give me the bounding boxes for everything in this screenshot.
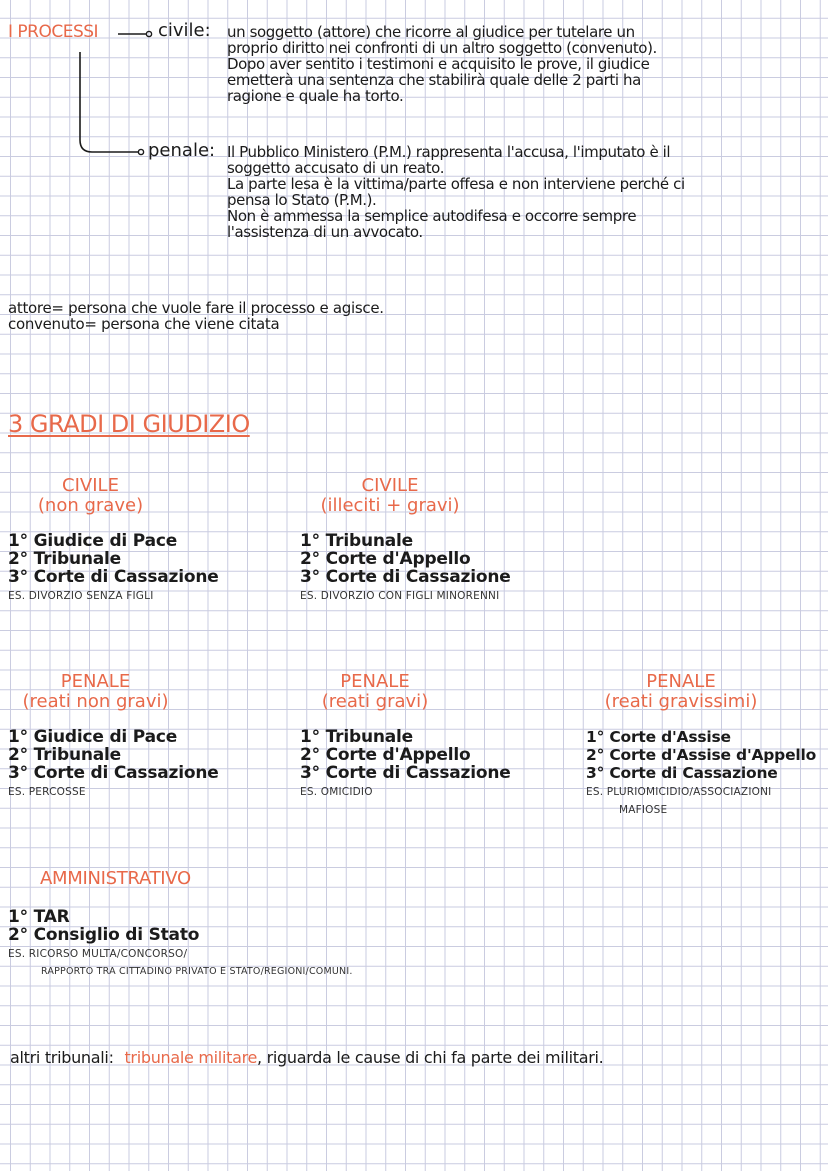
column-heading: [300, 476, 480, 516]
altri-tribunali-description: , riguarda le cause di chi fa parte dei militari.: [257, 1048, 604, 1067]
grade-item: 1° TAR: [8, 907, 70, 927]
altri-tribunali-line: [10, 1048, 603, 1067]
example-text: ES. DIVORZIO CON FIGLI MINORENNI: [300, 590, 500, 602]
example-text: ES. OMICIDIO: [300, 786, 373, 798]
grade-item: 3° Corte di Cassazione: [586, 764, 778, 782]
grade-item: 1° Corte d'Assise: [586, 728, 731, 746]
grade-item: 3° Corte di Cassazione: [300, 763, 511, 783]
grade-item: 2° Tribunale: [8, 745, 121, 765]
penale-line: l'assistenza di un avvocato.: [227, 223, 423, 241]
grades-list: [8, 908, 353, 944]
column-amministrativo: [8, 908, 353, 980]
example-text-continued: RAPPORTO TRA CITTADINO PRIVATO E STATO/REGIONI/COMUNI.: [41, 966, 353, 977]
heading-sublabel: (reati non gravi): [22, 691, 169, 712]
heading-label: PENALE: [60, 671, 131, 692]
grade-item: 2° Corte d'Appello: [300, 745, 471, 765]
heading-sublabel: (reati gravi): [321, 691, 429, 712]
grade-item: 1° Tribunale: [300, 727, 413, 747]
penale-line: Il Pubblico Ministero (P.M.) rappresenta l'accusa, l'imputato è il: [227, 143, 671, 161]
processi-title: I PROCESSI: [8, 22, 99, 42]
grade-item: 2° Tribunale: [8, 549, 121, 569]
heading-sublabel: (non grave): [37, 495, 144, 516]
column-civile-non-grave: [8, 475, 219, 606]
altri-tribunali-label: altri tribunali:: [10, 1048, 114, 1067]
penale-line: Non è ammessa la semplice autodifesa e occorre sempre: [227, 207, 637, 225]
column-penale-non-gravi: [8, 672, 228, 802]
column-heading: [586, 672, 776, 712]
penale-line: pensa lo Stato (P.M.).: [227, 191, 377, 209]
grades-list: [8, 728, 228, 782]
civile-line: proprio diritto nei confronti di un altro soggetto (convenuto).: [227, 39, 657, 57]
definition-attore: attore= persona che vuole fare il processo e agisce.: [8, 299, 384, 317]
heading-label: CIVILE: [62, 475, 119, 496]
column-civile-gravi: [300, 476, 560, 606]
example-text: ES. PERCOSSE: [8, 786, 86, 798]
heading-label: PENALE: [646, 671, 716, 692]
grades-list: [300, 532, 560, 586]
definition-convenuto: convenuto= persona che viene citata: [8, 315, 280, 333]
column-penale-gravissimi: [586, 672, 826, 818]
gradi-section-title: 3 GRADI DI GIUDIZIO: [8, 410, 250, 438]
grade-item: 2° Corte d'Appello: [300, 549, 471, 569]
example-text: ES. PLURIOMICIDIO/ASSOCIAZIONI: [586, 786, 772, 798]
example-text: ES. RICORSO MULTA/CONCORSO/: [8, 948, 188, 960]
penale-description: [227, 144, 685, 240]
column-heading: [8, 476, 173, 516]
heading-label: PENALE: [340, 671, 410, 692]
grade-item: 3° Corte di Cassazione: [8, 763, 219, 783]
example-text: ES. DIVORZIO SENZA FIGLI: [8, 590, 154, 602]
civile-line: un soggetto (attore) che ricorre al giudice per tutelare un: [227, 23, 635, 41]
column-heading: [8, 672, 183, 712]
grade-item: 1° Giudice di Pace: [8, 531, 178, 551]
grade-item: 2° Consiglio di Stato: [8, 925, 200, 945]
grade-item: 2° Corte d'Assise d'Appello: [586, 746, 817, 764]
penale-label: penale:: [148, 140, 216, 161]
civile-line: ragione e quale ha torto.: [227, 87, 404, 105]
definitions: [8, 300, 384, 332]
penale-line: La parte lesa è la vittima/parte offesa e non interviene perché ci: [227, 175, 685, 193]
grades-list: [586, 728, 826, 782]
penale-line: soggetto accusato di un reato.: [227, 159, 445, 177]
civile-line: Dopo aver sentito i testimoni e acquisito le prove, il giudice: [227, 55, 650, 73]
grades-list: [300, 728, 520, 782]
tribunale-militare-highlight: tribunale militare: [124, 1048, 258, 1067]
heading-sublabel: (reati gravissimi): [604, 691, 758, 712]
grade-item: 3° Corte di Cassazione: [300, 567, 511, 587]
example-text-continued: MAFIOSE: [619, 804, 668, 816]
heading-sublabel: (illeciti + gravi): [320, 495, 460, 516]
grade-item: 1° Giudice di Pace: [8, 727, 178, 747]
grades-list: [8, 531, 219, 587]
grade-item: 1° Tribunale: [300, 531, 413, 551]
column-penale-gravi: [300, 672, 520, 802]
amministrativo-heading: AMMINISTRATIVO: [40, 868, 191, 889]
civile-label: civile:: [158, 20, 211, 41]
column-heading: [300, 672, 450, 712]
civile-description: [227, 24, 657, 104]
civile-line: emetterà una sentenza che stabilirà quale delle 2 parti ha: [227, 71, 641, 89]
grade-item: 3° Corte di Cassazione: [8, 567, 219, 587]
heading-label: CIVILE: [361, 475, 419, 496]
